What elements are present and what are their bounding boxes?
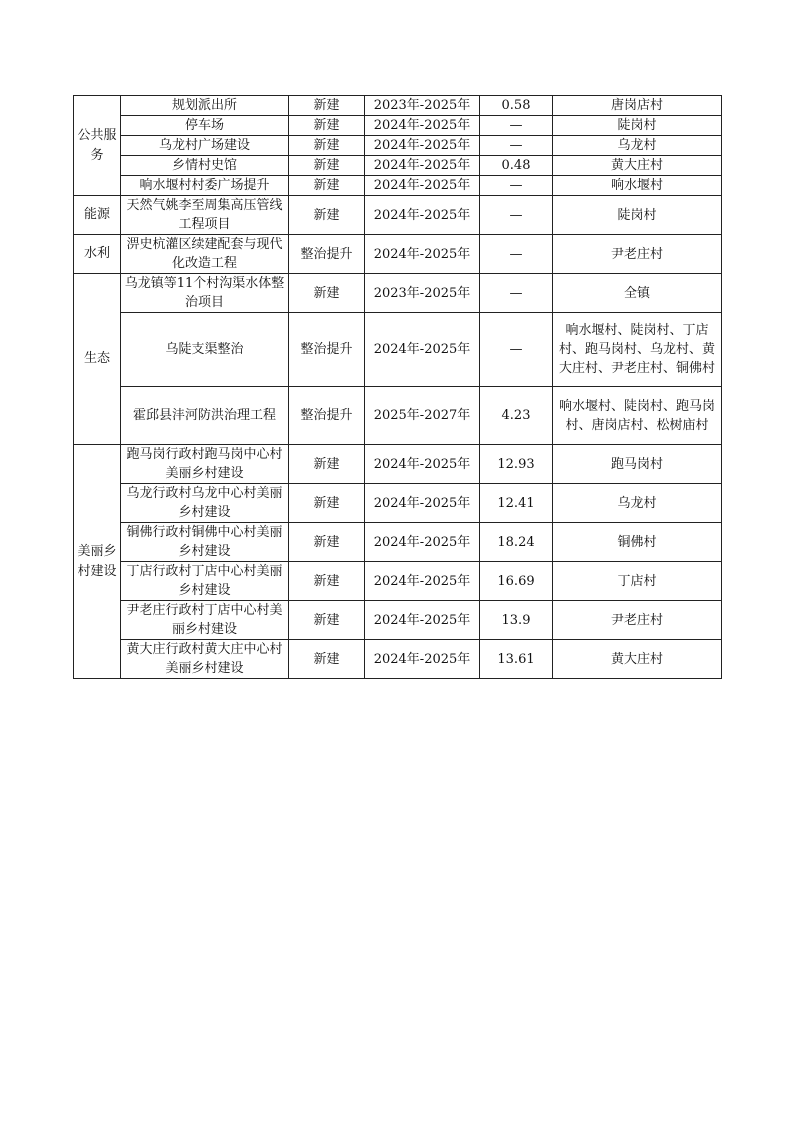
investment-cell: 0.48 xyxy=(480,156,553,176)
investment-cell: 12.93 xyxy=(480,445,553,484)
project-table-body xyxy=(74,96,722,679)
project-name-cell: 停车场 xyxy=(121,116,289,136)
project-name-cell: 霍邱县沣河防洪治理工程 xyxy=(121,387,289,445)
location-cell: 乌龙村 xyxy=(553,484,722,523)
investment-cell: 12.41 xyxy=(480,484,553,523)
investment-cell: — xyxy=(480,136,553,156)
period-cell: 2024年-2025年 xyxy=(365,136,480,156)
category-cell: 能源 xyxy=(74,196,121,235)
table-row xyxy=(74,235,722,274)
location-cell: 陡岗村 xyxy=(553,196,722,235)
table-row xyxy=(74,523,722,562)
project-name-cell: 乌龙行政村乌龙中心村美丽乡村建设 xyxy=(121,484,289,523)
category-cell: 生态 xyxy=(74,274,121,445)
project-name-cell: 乌龙镇等11个村沟渠水体整治项目 xyxy=(121,274,289,313)
project-name-cell: 黄大庄行政村黄大庄中心村美丽乡村建设 xyxy=(121,640,289,679)
investment-cell: 0.58 xyxy=(480,96,553,116)
period-cell: 2024年-2025年 xyxy=(365,116,480,136)
construction-type-cell: 新建 xyxy=(289,562,365,601)
period-cell: 2024年-2025年 xyxy=(365,640,480,679)
project-name-cell: 淠史杭灌区续建配套与现代化改造工程 xyxy=(121,235,289,274)
period-cell: 2023年-2025年 xyxy=(365,96,480,116)
location-cell: 跑马岗村 xyxy=(553,445,722,484)
investment-cell: 18.24 xyxy=(480,523,553,562)
table-row xyxy=(74,274,722,313)
construction-type-cell: 新建 xyxy=(289,601,365,640)
location-cell: 陡岗村 xyxy=(553,116,722,136)
construction-type-cell: 新建 xyxy=(289,116,365,136)
construction-type-cell: 新建 xyxy=(289,274,365,313)
investment-cell: 16.69 xyxy=(480,562,553,601)
investment-cell: — xyxy=(480,176,553,196)
project-name-cell: 铜佛行政村铜佛中心村美丽乡村建设 xyxy=(121,523,289,562)
investment-cell: 13.9 xyxy=(480,601,553,640)
location-cell: 尹老庄村 xyxy=(553,601,722,640)
construction-type-cell: 新建 xyxy=(289,523,365,562)
investment-cell: — xyxy=(480,196,553,235)
construction-type-cell: 新建 xyxy=(289,445,365,484)
period-cell: 2025年-2027年 xyxy=(365,387,480,445)
location-cell: 铜佛村 xyxy=(553,523,722,562)
investment-cell: — xyxy=(480,235,553,274)
construction-type-cell: 整治提升 xyxy=(289,235,365,274)
location-cell: 黄大庄村 xyxy=(553,640,722,679)
project-name-cell: 天然气姚李至周集高压管线工程项目 xyxy=(121,196,289,235)
investment-cell: 13.61 xyxy=(480,640,553,679)
table-row xyxy=(74,387,722,445)
construction-type-cell: 新建 xyxy=(289,176,365,196)
construction-type-cell: 新建 xyxy=(289,484,365,523)
table-row xyxy=(74,196,722,235)
table-row xyxy=(74,562,722,601)
category-cell: 美丽乡村建设 xyxy=(74,445,121,679)
period-cell: 2024年-2025年 xyxy=(365,562,480,601)
location-cell: 黄大庄村 xyxy=(553,156,722,176)
investment-cell: 4.23 xyxy=(480,387,553,445)
location-cell: 唐岗店村 xyxy=(553,96,722,116)
location-cell: 乌龙村 xyxy=(553,136,722,156)
location-cell: 响水堰村、陡岗村、跑马岗村、唐岗店村、松树庙村 xyxy=(553,387,722,445)
project-name-cell: 乌陡支渠整治 xyxy=(121,313,289,387)
category-cell: 公共服务 xyxy=(74,96,121,196)
table-row xyxy=(74,136,722,156)
table-row xyxy=(74,96,722,116)
construction-type-cell: 新建 xyxy=(289,196,365,235)
construction-type-cell: 新建 xyxy=(289,96,365,116)
investment-cell: — xyxy=(480,116,553,136)
table-row xyxy=(74,116,722,136)
location-cell: 全镇 xyxy=(553,274,722,313)
investment-cell: — xyxy=(480,274,553,313)
period-cell: 2024年-2025年 xyxy=(365,313,480,387)
investment-cell: — xyxy=(480,313,553,387)
period-cell: 2023年-2025年 xyxy=(365,274,480,313)
project-name-cell: 尹老庄行政村丁店中心村美丽乡村建设 xyxy=(121,601,289,640)
location-cell: 响水堰村 xyxy=(553,176,722,196)
construction-type-cell: 整治提升 xyxy=(289,313,365,387)
location-cell: 丁店村 xyxy=(553,562,722,601)
construction-type-cell: 整治提升 xyxy=(289,387,365,445)
location-cell: 尹老庄村 xyxy=(553,235,722,274)
table-row xyxy=(74,313,722,387)
project-name-cell: 乌龙村广场建设 xyxy=(121,136,289,156)
period-cell: 2024年-2025年 xyxy=(365,196,480,235)
construction-type-cell: 新建 xyxy=(289,136,365,156)
location-cell: 响水堰村、陡岗村、丁店村、跑马岗村、乌龙村、黄大庄村、尹老庄村、铜佛村 xyxy=(553,313,722,387)
construction-type-cell: 新建 xyxy=(289,156,365,176)
table-row xyxy=(74,156,722,176)
period-cell: 2024年-2025年 xyxy=(365,235,480,274)
table-row xyxy=(74,445,722,484)
table-row xyxy=(74,176,722,196)
project-table xyxy=(73,95,722,679)
project-name-cell: 响水堰村村委广场提升 xyxy=(121,176,289,196)
period-cell: 2024年-2025年 xyxy=(365,601,480,640)
period-cell: 2024年-2025年 xyxy=(365,484,480,523)
project-name-cell: 乡情村史馆 xyxy=(121,156,289,176)
table-row xyxy=(74,640,722,679)
project-name-cell: 规划派出所 xyxy=(121,96,289,116)
construction-type-cell: 新建 xyxy=(289,640,365,679)
period-cell: 2024年-2025年 xyxy=(365,445,480,484)
table-row xyxy=(74,484,722,523)
project-name-cell: 跑马岗行政村跑马岗中心村美丽乡村建设 xyxy=(121,445,289,484)
period-cell: 2024年-2025年 xyxy=(365,156,480,176)
project-name-cell: 丁店行政村丁店中心村美丽乡村建设 xyxy=(121,562,289,601)
period-cell: 2024年-2025年 xyxy=(365,176,480,196)
table-row xyxy=(74,601,722,640)
category-cell: 水利 xyxy=(74,235,121,274)
period-cell: 2024年-2025年 xyxy=(365,523,480,562)
